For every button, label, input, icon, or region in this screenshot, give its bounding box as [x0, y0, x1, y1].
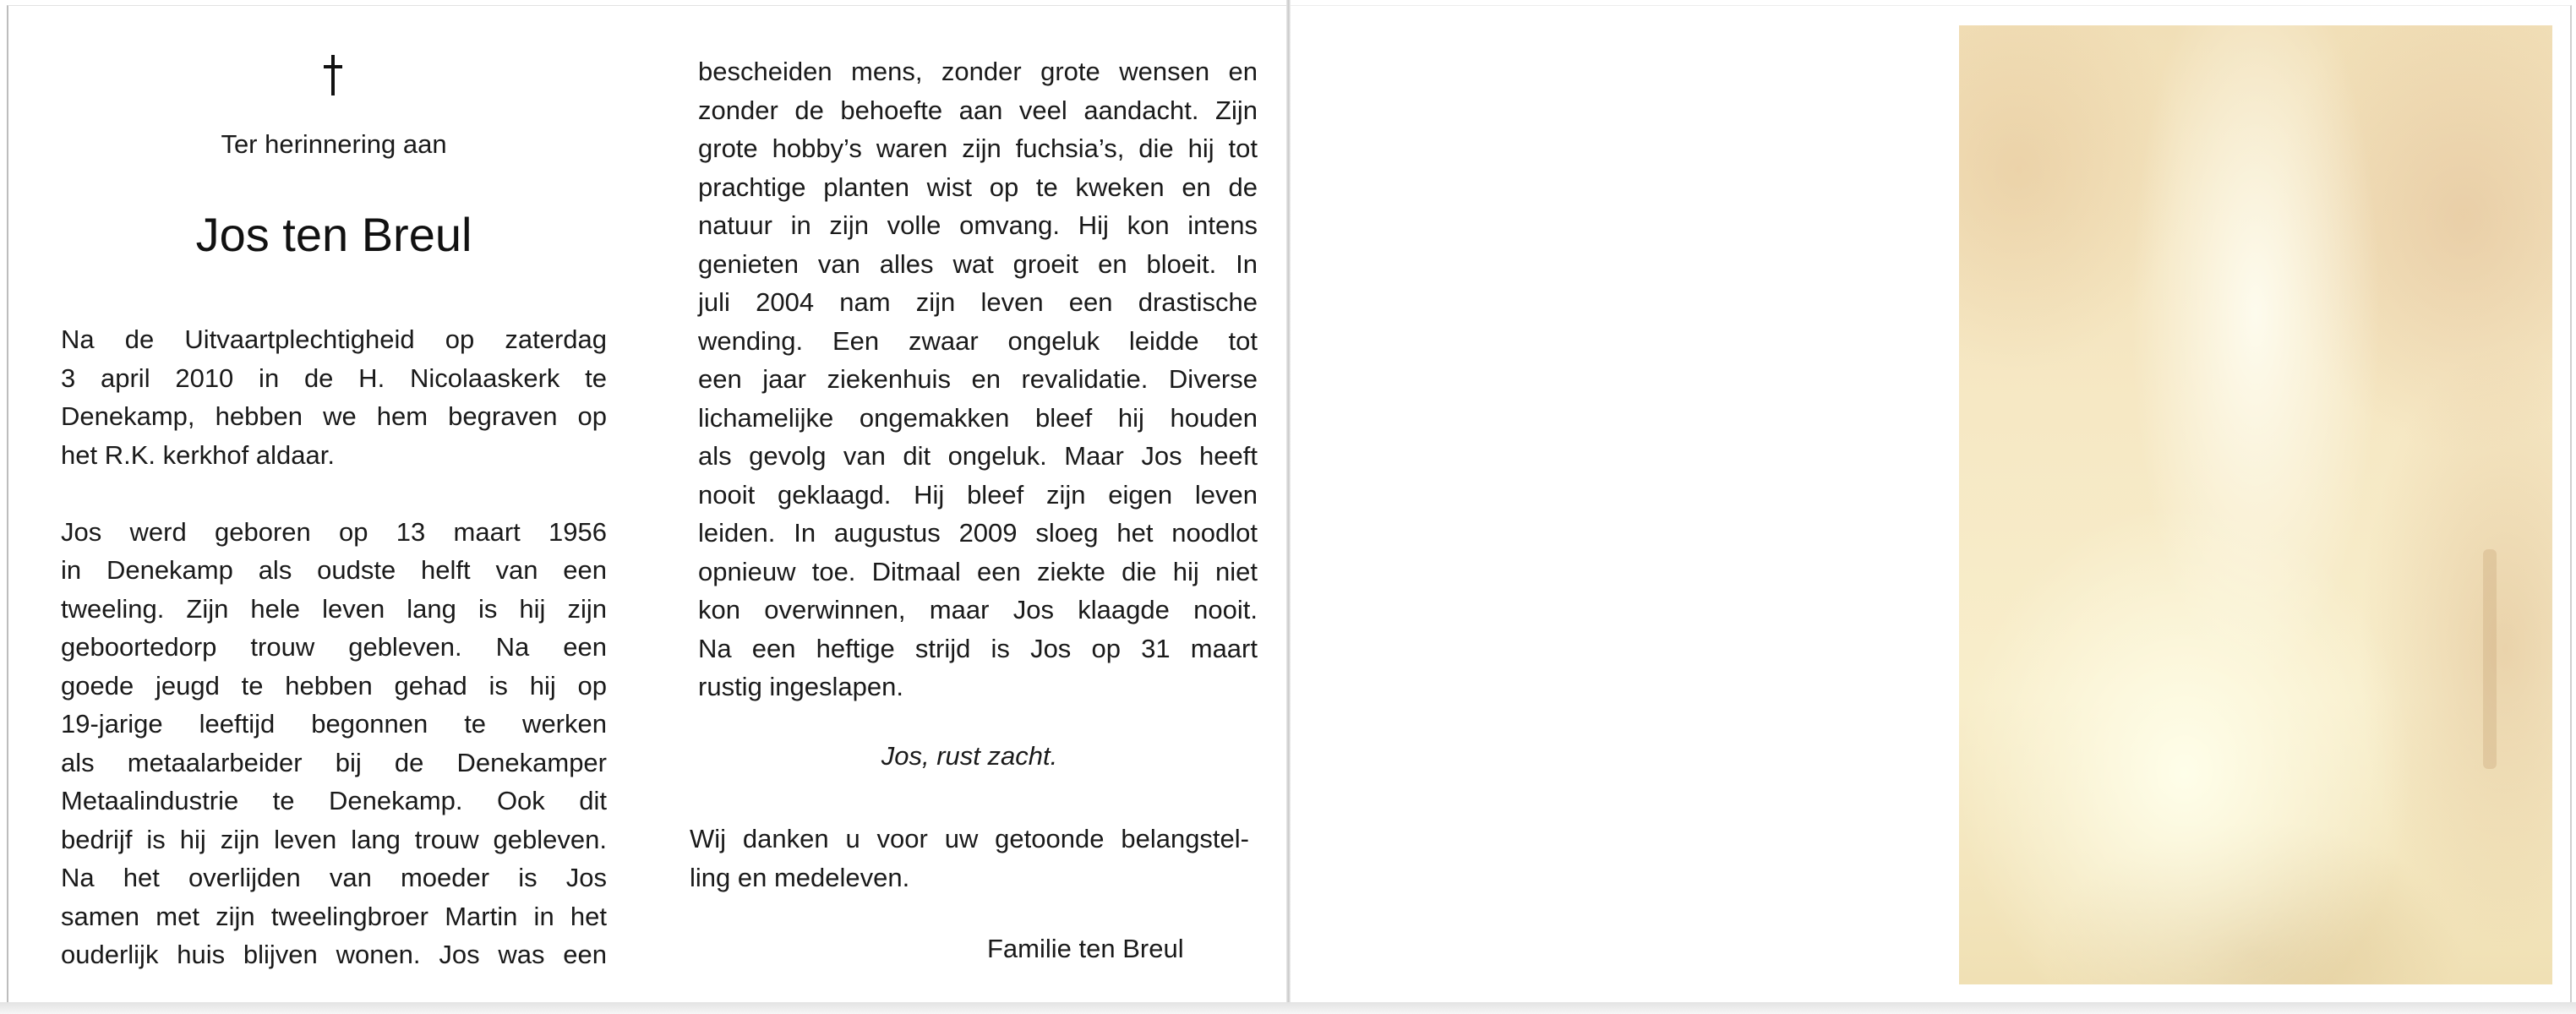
text-column-right — [698, 52, 1258, 744]
text-line: als gevolg van dit ongeluk. Maar Jos heeft — [698, 441, 1258, 471]
text-line: ling en medeleven. — [690, 862, 910, 892]
text-line: grote hobby’s waren zijn fuchsia’s, die hij tot — [698, 134, 1258, 163]
paragraph-biography — [61, 513, 607, 974]
scan-bottom-edge — [0, 1002, 2576, 1014]
text-line: 3 april 2010 in de H. Nicolaaskerk te — [61, 363, 607, 393]
text-line: zonder de behoefte aan veel aandacht. Zijn — [698, 95, 1258, 125]
text-line: tweeling. Zijn hele leven lang is hij zijn — [61, 593, 607, 624]
text-line: wending. Een zwaar ongeluk leidde tot — [698, 325, 1258, 356]
cross-icon — [321, 55, 345, 95]
paragraph-funeral — [61, 320, 607, 474]
text-line: natuur in zijn volle omvang. Hij kon intens — [698, 210, 1258, 240]
family-signature: Familie ten Breul — [987, 934, 1184, 963]
text-line: kon overwinnen, maar Jos klaagde nooit. — [698, 595, 1258, 624]
text-line: Na een heftige strijd is Jos op 31 maart — [698, 633, 1258, 663]
text-line: het R.K. kerkhof aldaar. — [61, 439, 335, 470]
text-line: 19-jarige leeftijd begonnen te werken — [61, 709, 607, 739]
text-line: Na de Uitvaartplechtigheid op zaterdag — [61, 324, 607, 354]
text-line: Metaalindustrie te Denekamp. Ook dit — [61, 786, 607, 815]
intro-text: Ter herinnering aan — [221, 129, 447, 159]
text-line: goede jeugd te hebben gehad is hij op — [61, 670, 607, 701]
text-line: bescheiden mens, zonder grote wensen en — [698, 57, 1258, 86]
text-line: prachtige planten wist op te kweken en de — [698, 172, 1258, 202]
closing-farewell: Jos, rust zacht. — [881, 741, 1058, 771]
text-line: Denekamp, hebben we hem begraven op — [61, 401, 607, 431]
text-line: Wij danken u voor uw getoonde belangstel- — [690, 824, 1249, 853]
text-line: leiden. In augustus 2009 sloeg het noodlot — [698, 518, 1258, 548]
tree-trunk-shape — [2483, 549, 2497, 769]
text-line: opnieuw toe. Ditmaal een ziekte die hij niet — [698, 556, 1258, 586]
thanks-paragraph — [690, 820, 1249, 897]
text-column-left — [61, 320, 607, 1012]
text-line: ouderlijk huis blijven wonen. Jos was een — [61, 940, 607, 969]
text-line: Jos werd geboren op 13 maart 1956 — [61, 516, 607, 547]
text-line: nooit geklaagd. Hij bleef zijn eigen leven — [698, 479, 1258, 510]
text-line: genieten van alles wat groeit en bloeit. In — [698, 248, 1258, 279]
text-line: als metaalarbeider bij de Denekamper — [61, 747, 607, 777]
landscape-photo — [1959, 25, 2552, 984]
deceased-name: Jos ten Breul — [195, 208, 472, 261]
text-line: samen met zijn tweelingbroer Martin in het — [61, 901, 607, 931]
text-line: lichamelijke ongemakken bleef hij houden — [698, 402, 1258, 433]
text-line: in Denekamp als oudste helft van een — [61, 555, 607, 585]
text-line: bedrijf is hij zijn leven lang trouw gebleven. — [61, 824, 607, 854]
text-line: rustig ingeslapen. — [698, 672, 903, 701]
text-line: juli 2004 nam zijn leven een drastische — [698, 287, 1258, 317]
paragraph-biography-continued — [698, 52, 1258, 706]
text-line: een jaar ziekenhuis en revalidatie. Diverse — [698, 364, 1258, 394]
text-line: Na het overlijden van moeder is Jos — [61, 863, 607, 892]
text-line: geboortedorp trouw gebleven. Na een — [61, 632, 607, 662]
